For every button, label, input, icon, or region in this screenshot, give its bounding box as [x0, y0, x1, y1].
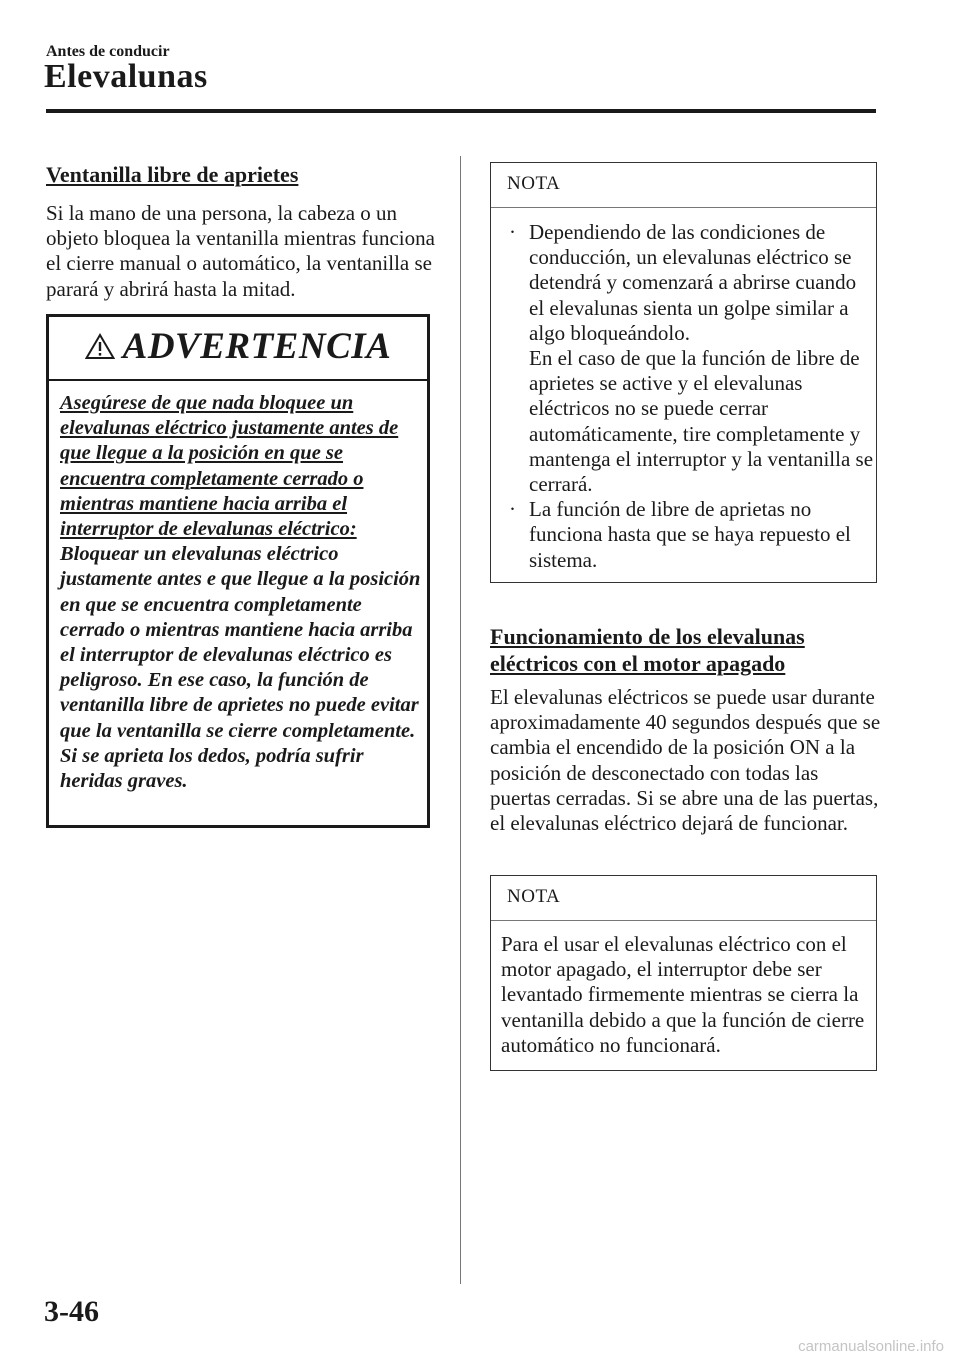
section-title-motor-off: Funcionamiento de los elevalunas eléctricos con el motor apagado — [490, 624, 805, 676]
note-item-text: La función de libre de aprietas no funciona hasta que se haya repuesto el sistema. — [529, 497, 851, 572]
warning-title: ADVERTENCIA — [122, 326, 392, 367]
note-label: NOTA — [507, 886, 561, 907]
note-item — [505, 497, 875, 573]
bullet: · — [509, 497, 516, 522]
warning-underlined-text: Asegúrese de que nada bloquee un elevalunas eléctrico justamente antes de que llegue a la posición en que se encuentra completamente cerrado o mientras mantiene hacia arriba el interruptor de elevalunas eléctrico: — [60, 392, 399, 541]
note-text: Para el usar el elevalunas eléctrico con el motor apagado, el interruptor debe ser levantado firmemente mientras se cierra la ventanilla debido a que la función de cierre automático no funcionará. — [501, 932, 865, 1057]
note-item-text: Dependiendo de las condiciones de conducción, un elevalunas eléctrico se detendrá y comenzará a abrirse cuando el elevalunas sienta un golpe similar a algo bloqueándolo. — [529, 220, 857, 345]
page-number: 3-46 — [44, 1295, 99, 1328]
warning-body-text: Bloquear un elevalunas eléctrico justamente antes e que llegue a la posición en que se encuentra completamente cerrado o mientras mantiene hacia arriba el interruptor de elevalunas eléctrico es peligroso. En ese caso, la función de ventanilla libre de aprietes no puede evitar que la ventanilla se cierre completamente. Si se aprieta los dedos, podría sufrir heridas graves. — [60, 543, 421, 793]
note-item — [505, 220, 875, 497]
warning-header — [49, 317, 427, 377]
watermark: carmanualsonline.info — [798, 1338, 944, 1355]
note-rule — [491, 207, 876, 208]
header-rule — [46, 109, 876, 113]
warning-box — [46, 314, 430, 828]
warning-rule — [49, 379, 427, 381]
pinch-free-paragraph: Si la mano de una persona, la cabeza o un objeto bloquea la ventanilla mientras funciona el cierre manual o automático, la ventanilla se parará y abrirá hasta la mitad. — [46, 201, 435, 301]
warning-text — [60, 391, 430, 794]
note-item-text: En el caso de que la función de libre de aprietes se active y el elevalunas eléctricos no se puede cerrar automáticamente, tire completamente y mantenga el interruptor y la ventanilla se cerrará. — [529, 346, 874, 497]
note-list — [505, 220, 875, 573]
warning-triangle-icon — [85, 333, 115, 360]
motor-off-paragraph: El elevalunas eléctricos se puede usar durante aproximadamente 40 segundos después que se cambia el encendido de la posición ON a la posición de desconectado con todas las puertas cerradas. Si se abre una de las puertas, el elevalunas eléctrico dejará de funcionar. — [490, 685, 881, 836]
note-label: NOTA — [507, 173, 561, 194]
section-title-pinch-free: Ventanilla libre de aprietes — [46, 162, 299, 187]
note-box-2 — [490, 875, 877, 1071]
page-title: Elevalunas — [44, 58, 208, 95]
section-header: Antes de conducir — [46, 43, 170, 60]
note-box-1 — [490, 162, 877, 583]
bullet: · — [509, 220, 516, 244]
note-rule — [491, 920, 876, 921]
column-divider — [460, 156, 461, 1284]
